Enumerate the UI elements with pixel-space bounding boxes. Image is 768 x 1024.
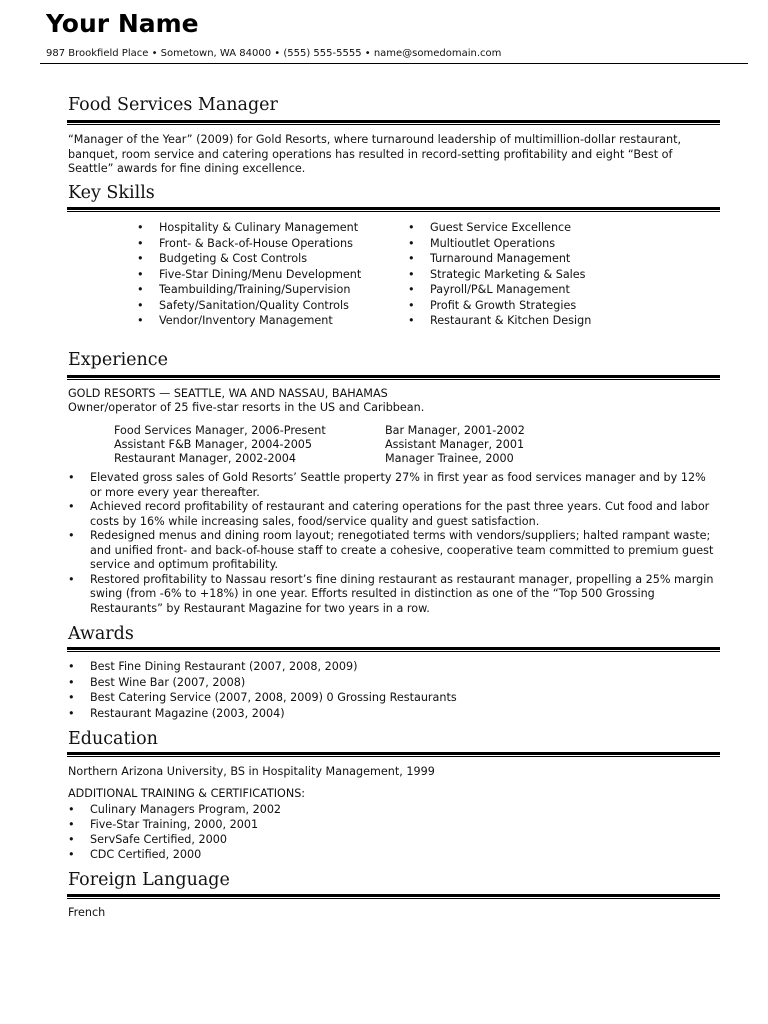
skill-item: • Hospitality & Culinary Management bbox=[137, 220, 361, 236]
achievement-item: • Redesigned menus and dining room layout; renegotiated terms with vendors/suppliers; halted rampant waste; and unified front- and back-of-house staff to create a cohesive, cooperative team committed to premium guest service and optimum profitability. bbox=[68, 529, 720, 573]
awards-list bbox=[68, 659, 720, 721]
achievement-item: • Achieved record profitability of restaurant and catering operations for the past three years. Cut food and labor costs by 16% while increasing sales, food/service quality and guest satisfaction. bbox=[68, 500, 720, 529]
section-title-skills: Key Skills bbox=[68, 183, 155, 203]
skill-item: • Strategic Marketing & Sales bbox=[408, 267, 591, 283]
skill-item: • Teambuilding/Training/Supervision bbox=[137, 282, 361, 298]
award-item: • Restaurant Magazine (2003, 2004) bbox=[68, 706, 720, 722]
training-heading: ADDITIONAL TRAINING & CERTIFICATIONS: bbox=[68, 787, 306, 800]
role-item: Assistant Manager, 2001 bbox=[385, 438, 525, 451]
degree-text: Northern Arizona University, BS in Hospitality Management, 1999 bbox=[68, 765, 435, 778]
section-rule-skills bbox=[67, 207, 720, 212]
certification-item: • Five-Star Training, 2000, 2001 bbox=[68, 817, 720, 832]
header-divider bbox=[40, 63, 748, 64]
award-item: • Best Catering Service (2007, 2008, 2009) 0 Grossing Restaurants bbox=[68, 690, 720, 706]
experience-achievements bbox=[68, 471, 720, 616]
section-rule-education bbox=[67, 752, 720, 757]
section-title-experience: Experience bbox=[68, 350, 168, 370]
section-rule-language bbox=[67, 894, 720, 899]
skill-item: • Front- & Back-of-House Operations bbox=[137, 236, 361, 252]
section-rule-experience bbox=[67, 375, 720, 380]
contact-line: 987 Brookfield Place • Sometown, WA 84000 • (555) 555-5555 • name@somedomain.com bbox=[46, 48, 502, 59]
section-title-awards: Awards bbox=[68, 624, 134, 644]
section-title-summary: Food Services Manager bbox=[68, 95, 278, 115]
section-title-language: Foreign Language bbox=[68, 870, 230, 890]
achievement-item: • Restored profitability to Nassau resort’s fine dining restaurant as restaurant manager, propelling a 25% margin swing (from -6% to +18%) in one year. Efforts resulted in distinction as one of the “Top 500 Grossing Restaurants” by Restaurant Magazine for two years in a row. bbox=[68, 573, 720, 617]
summary-text: “Manager of the Year” (2009) for Gold Resorts, where turnaround leadership of multimillion-dollar restaurant, banquet, room service and catering operations has resulted in record-setting profitability and eight “Best of Seattle” awards for fine dining excellence. bbox=[68, 133, 682, 175]
role-item: Manager Trainee, 2000 bbox=[385, 452, 514, 465]
skill-item: • Multioutlet Operations bbox=[408, 236, 591, 252]
skills-list-right bbox=[408, 220, 591, 329]
resume-name: Your Name bbox=[46, 9, 199, 38]
achievement-item: • Elevated gross sales of Gold Resorts’ Seattle property 27% in first year as food services manager and by 12% or more every year thereafter. bbox=[68, 471, 720, 500]
award-item: • Best Wine Bar (2007, 2008) bbox=[68, 675, 720, 691]
section-rule-summary bbox=[67, 120, 720, 125]
skills-list-left bbox=[137, 220, 361, 329]
certifications-list bbox=[68, 802, 720, 862]
company-description: Owner/operator of 25 five-star resorts in the US and Caribbean. bbox=[68, 401, 425, 414]
skill-item: • Turnaround Management bbox=[408, 251, 591, 267]
skill-item: • Guest Service Excellence bbox=[408, 220, 591, 236]
skill-item: • Five-Star Dining/Menu Development bbox=[137, 267, 361, 283]
skill-item: • Profit & Growth Strategies bbox=[408, 298, 591, 314]
language-value: French bbox=[68, 906, 106, 919]
role-item: Food Services Manager, 2006-Present bbox=[114, 424, 326, 437]
company-name: GOLD RESORTS — SEATTLE, WA AND NASSAU, BAHAMAS bbox=[68, 387, 388, 400]
skill-item: • Safety/Sanitation/Quality Controls bbox=[137, 298, 361, 314]
certification-item: • Culinary Managers Program, 2002 bbox=[68, 802, 720, 817]
skill-item: • Budgeting & Cost Controls bbox=[137, 251, 361, 267]
skill-item: • Payroll/P&L Management bbox=[408, 282, 591, 298]
skill-item: • Restaurant & Kitchen Design bbox=[408, 313, 591, 329]
skill-item: • Vendor/Inventory Management bbox=[137, 313, 361, 329]
role-item: Restaurant Manager, 2002-2004 bbox=[114, 452, 296, 465]
certification-item: • ServSafe Certified, 2000 bbox=[68, 832, 720, 847]
section-rule-awards bbox=[67, 647, 720, 652]
section-title-education: Education bbox=[68, 729, 158, 749]
role-item: Assistant F&B Manager, 2004-2005 bbox=[114, 438, 313, 451]
award-item: • Best Fine Dining Restaurant (2007, 2008, 2009) bbox=[68, 659, 720, 675]
certification-item: • CDC Certified, 2000 bbox=[68, 847, 720, 862]
role-item: Bar Manager, 2001-2002 bbox=[385, 424, 525, 437]
